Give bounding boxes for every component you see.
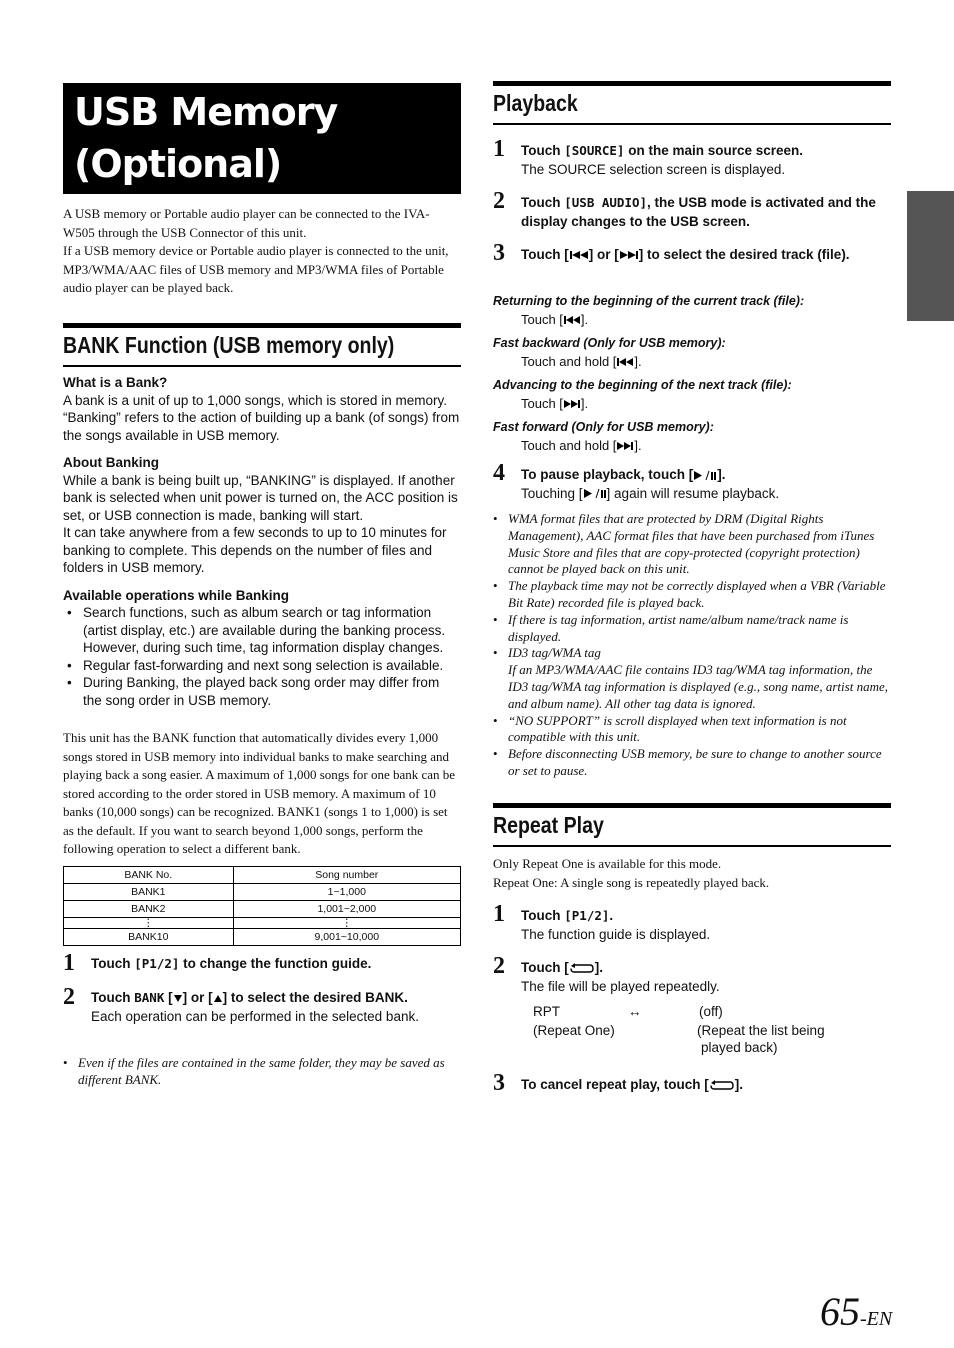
list-item: • ID3 tag/WMA tag If an MP3/WMA/AAC file contains ID3 tag/WMA tag information, the ID3 tag/WMA tag information is displayed (e.g., song name, artist name, and album name). All other tag data is ignored. (493, 645, 891, 712)
bank-step2-sub: Each operation can be performed in the selected bank. (91, 1008, 419, 1024)
bank-desc: This unit has the BANK function that automatically divides every 1,000 songs stored in USB memory into individual banks to make searching and playing back a song easier. A maximum of 1,000 songs for one bank can be stored according to the order stored in USB memory. A maximum of 10 banks (10,000 songs) can be recognized. BANK1 (songs 1 to 1,000) is set as the default. If you want to search beyond 1,000 songs, perform the following operation to select a different bank. (63, 730, 456, 856)
step-number: 1 (493, 136, 505, 162)
table-header-row (64, 867, 461, 884)
list-item: • Regular fast-forwarding and next song selection is available. (63, 657, 461, 675)
table-row (64, 929, 461, 946)
bank-step2: Touch BANK [ ] or [ ] to select the desired BANK. Each operation can be performed in the selected bank. (91, 989, 461, 1026)
down-triangle-icon (173, 994, 183, 1003)
list-item: • “NO SUPPORT” is scroll displayed when text information is not compatible with this unit. (493, 713, 891, 747)
table-row (64, 901, 461, 918)
intro-p1: A USB memory or Portable audio player can be connected to the IVA-W505 through the USB Connector of this unit. (63, 206, 430, 240)
table-header: Song number (233, 867, 460, 884)
list-item: • Before disconnecting USB memory, be sure to change to another source or set to pause. (493, 746, 891, 780)
table-row (64, 884, 461, 901)
intro-p2: If a USB memory device or Portable audio player is connected to the unit, MP3/WMA/AAC files of USB memory and MP3/WMA files of Portable audio player can be played back. (63, 243, 449, 295)
list-item: • Search functions, such as album search or tag information (artist display, etc.) are available during the banking process. However, during such time, tag information display changes. (63, 604, 461, 657)
pb-step1: Touch [SOURCE] on the main source screen. The SOURCE selection screen is displayed. (521, 143, 804, 177)
play-pause-icon (693, 470, 717, 481)
previous-track-icon (616, 357, 634, 367)
rp-step1: Touch [P1/2]. The function guide is displayed. (521, 908, 711, 942)
next-track-icon (619, 250, 639, 260)
list-item: • During Banking, the played back song order may differ from the song order in USB memory. (63, 674, 461, 709)
repeat-icon (709, 1080, 735, 1091)
step-number: 4 (493, 460, 505, 486)
bank-table (63, 866, 461, 946)
previous-track-icon (569, 250, 589, 260)
rp-step2: Touch [ ]. The file will be played repeatedly. (521, 960, 720, 994)
about-title: About Banking (63, 455, 159, 470)
list-item: • WMA format files that are protected by DRM (Digital Rights Management), AAC format files that have been purchased from iTunes Music Store and files that are copy-protected (copyright protection) cannot be played back on this unit. (493, 511, 891, 578)
previous-track-icon (563, 315, 581, 325)
bank-note (63, 1054, 461, 1088)
avail-list (63, 604, 461, 709)
table-row (64, 918, 461, 929)
list-item: • The playback time may not be correctly displayed when a VBR (Variable Bit Rate) recorded file is played back. (493, 578, 891, 612)
table-cell: ⋮ (233, 918, 460, 929)
play-pause-icon (583, 488, 607, 499)
step-number: 3 (493, 240, 505, 266)
pb-step3: Touch [ ] or [ ] to select the desired track (file). (521, 247, 850, 262)
bank-step1: Touch [P1/2] to change the function guide. (91, 956, 372, 971)
avail-title: Available operations while Banking (63, 587, 290, 603)
table-cell: BANK1 (64, 884, 234, 901)
repeat-icon (569, 963, 595, 974)
page-number: 65-EN (820, 1289, 893, 1334)
repeat-intro: Only Repeat One is available for this mode. Repeat One: A single song is repeatedly played back. (493, 856, 770, 890)
next-track-icon (563, 399, 581, 409)
table-cell: 1~1,000 (233, 884, 460, 901)
playback-heading: Playback (493, 81, 891, 125)
what-body: A bank is a unit of up to 1,000 songs, which is stored in memory. “Banking” refers to the action of building up a bank (of songs) from the songs available in USB memory. (63, 392, 460, 443)
table-cell: ⋮ (64, 918, 234, 929)
table-cell: BANK10 (64, 929, 234, 946)
bank-heading: BANK Function (USB memory only) (63, 323, 461, 367)
table-cell: 9,001~10,000 (233, 929, 460, 946)
about-body2: It can take anywhere from a few seconds to up to 10 minutes for banking to complete. This depends on the number of files and folders in USB memory. (63, 525, 447, 575)
list-item: • If there is tag information, artist name/album name/track name is displayed. (493, 612, 891, 646)
page-title-box (63, 83, 461, 194)
step-number: 2 (493, 188, 505, 214)
step-number: 1 (493, 901, 505, 927)
table-cell: 1,001~2,000 (233, 901, 460, 918)
step-number: 2 (63, 984, 75, 1010)
about-body1: While a bank is being built up, “BANKING” is displayed. If another bank is selected when unit power is turned on, the ACC position is set, or USB connection is made, banking will start. (63, 472, 458, 523)
pb-step4: To pause playback, touch [ ]. Touching [ ] again will resume playback. (521, 467, 780, 501)
bank-body (63, 374, 461, 709)
side-tab (907, 191, 954, 321)
intro (63, 205, 461, 298)
table-header: BANK No. (64, 867, 234, 884)
table-cell: BANK2 (64, 901, 234, 918)
track-ops: Returning to the beginning of the current track (file): Touch [ ]. Fast backward (Only for USB memory): Touch and hold [ ]. Advancing to the beginning of the next track (file): Touch [ ]. Fast forward (Only for USB memory): Touch and hold [ ]. (493, 294, 805, 453)
what-title: What is a Bank? (63, 375, 168, 390)
double-arrow-icon: ↔ (628, 1004, 642, 1019)
pb-step2: Touch [USB AUDIO], the USB mode is activated and the display changes to the USB screen. (521, 195, 876, 229)
step-number: 1 (63, 950, 75, 976)
step-number: 3 (493, 1070, 505, 1096)
next-track-icon (616, 441, 634, 451)
page-title: USB Memory (Optional) (74, 90, 338, 186)
repeat-heading: Repeat Play (493, 803, 891, 847)
rp-step3: To cancel repeat play, touch [ ]. (521, 1077, 744, 1092)
up-triangle-icon (213, 994, 223, 1003)
playback-notes (493, 511, 891, 780)
step-number: 2 (493, 953, 505, 979)
list-item: • Even if the files are contained in the same folder, they may be saved as different BANK. (63, 1054, 461, 1088)
